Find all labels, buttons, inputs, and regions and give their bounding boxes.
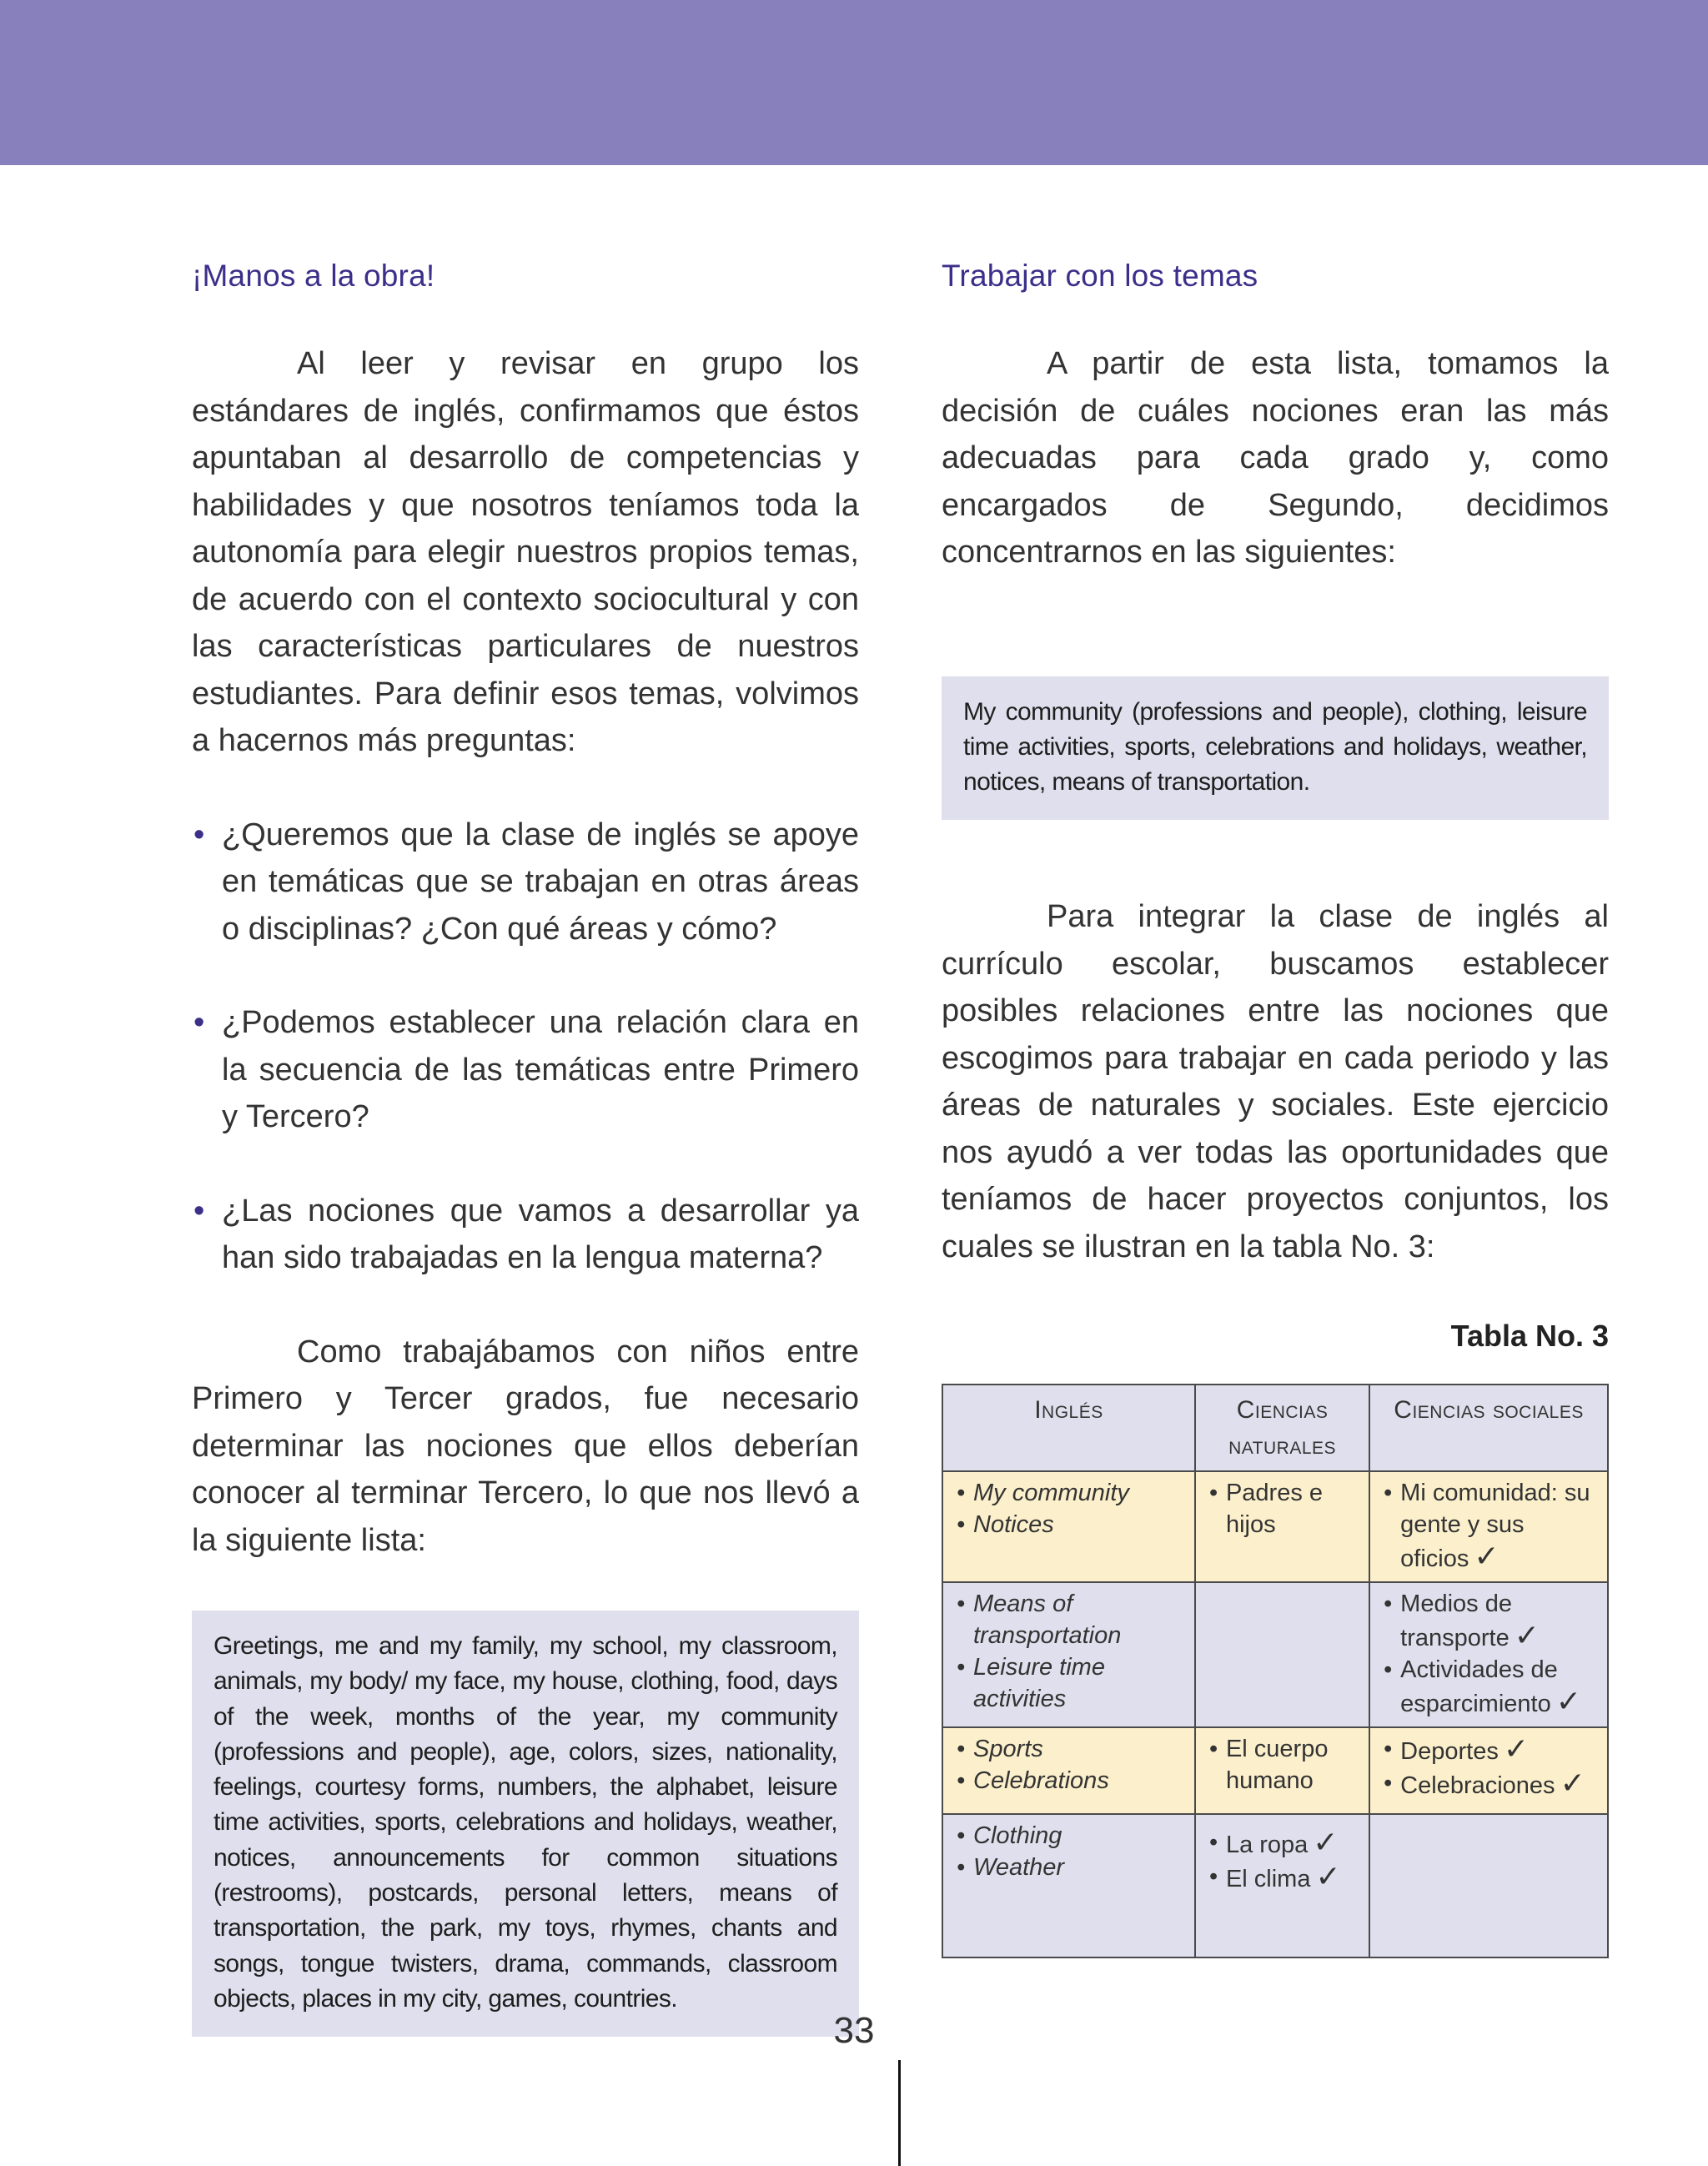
header-naturales: Ciencias naturales [1195,1385,1369,1471]
list-item: • Medios de transporte ✓ [1384,1591,1540,1653]
cell-ingles [942,1727,1195,1814]
list-item: • Means of transportation [957,1591,1122,1650]
right-column [942,259,1609,1958]
cell-ingles [942,1814,1195,1957]
topics-table [942,1384,1609,1958]
table-row [942,1582,1608,1727]
list-item: • Notices [957,1511,1054,1539]
cell-naturales [1195,1814,1369,1957]
check-icon: ✓ [1555,1684,1581,1719]
left-heading: ¡Manos a la obra! [192,259,435,293]
list-item: • Celebrations [957,1767,1109,1795]
check-icon: ✓ [1315,1859,1341,1894]
list-item: • ¿Queremos que la clase de inglés se apoye en temáticas que se trabajan en otras áreas o disciplinas? ¿Con qué áreas y cómo? [192,812,859,953]
list-item: • Clothing [957,1822,1062,1850]
header-ingles: Inglés [942,1385,1195,1471]
list-item: • Mi comunidad: su gente y sus oficios ✓ [1384,1480,1590,1574]
right-heading: Trabajar con los temas [942,259,1258,293]
list-item: • Celebraciones ✓ [1384,1766,1585,1801]
page-number: 33 [833,2010,875,2051]
list-item: • La ropa ✓ [1208,1825,1339,1860]
bullet-icon: • [193,1005,205,1040]
list-item: • Deportes ✓ [1384,1731,1530,1766]
table-row [942,1727,1608,1814]
cell-ingles [942,1582,1195,1727]
table-row [942,1471,1608,1582]
cell-ingles [942,1471,1195,1582]
topic-list-box: Greetings, me and my family, my school, my classroom, animals, my body/ my face, my house, clothing, food, days of the week, months of the year, my community (professions and people), age, colors, sizes, nationality, feelings, courtesy forms, numbers, the alphabet, leisure time activities, sports, celebrations and holidays, weather, notices, announcements for common situations (restrooms), postcards, personal letters, means of transportation, the park, my toys, rhymes, chants and songs, tongue twisters, drama, commands, classroom objects, places in my city, games, countries. [192,1611,859,2037]
bullet-icon: • [193,817,205,852]
list-item: • Weather [957,1854,1065,1882]
check-icon: ✓ [1503,1731,1530,1766]
cell-sociales [1369,1582,1608,1727]
header-sociales: Ciencias sociales [1369,1385,1608,1471]
cell-naturales [1195,1582,1369,1727]
cell-sociales [1369,1727,1608,1814]
list-item: • Actividades de esparcimiento ✓ [1384,1656,1581,1719]
cell-sociales [1369,1471,1608,1582]
cell-naturales [1195,1727,1369,1814]
cell-sociales [1369,1814,1608,1957]
check-icon: ✓ [1474,1539,1500,1574]
list-item: • El clima ✓ [1208,1859,1341,1894]
check-icon: ✓ [1313,1825,1339,1860]
check-icon: ✓ [1514,1618,1540,1653]
header-band [0,0,1708,165]
left-column [192,259,859,2037]
table-title: Tabla No. 3 [1450,1319,1609,1354]
list-item: • El cuerpo humano [1208,1736,1329,1795]
list-item: • My community [957,1480,1129,1507]
right-paragraph-2: Para integrar la clase de inglés al currículo escolar, buscamos establecer posibles relaciones entre las nociones que escogimos para trabajar en cada periodo y las áreas de naturales y sociales. Este ejercicio nos ayudó a ver todas las oportunidades que teníamos de hacer proyectos conjuntos, los cuales se ilustran en la tabla No. 3: [942,899,1609,1264]
cell-naturales [1195,1471,1369,1582]
list-item: • Sports [957,1736,1043,1763]
check-icon: ✓ [1560,1766,1585,1801]
table-row [942,1814,1608,1957]
left-paragraph-1: Al leer y revisar en grupo los estándares de inglés, confirmamos que éstos apuntaban al desarrollo de competencias y habilidades y que nosotros teníamos toda la autonomía para elegir nuestros propios temas, de acuerdo con el contexto sociocultural y con las características particulares de nuestros estudiantes. Para definir esos temas, volvimos a hacernos más preguntas: [192,346,859,758]
table-header-row [942,1385,1608,1471]
page-rule [898,2060,901,2166]
bullet-icon: • [193,1193,205,1229]
list-item: • ¿Podemos establecer una relación clara en la secuencia de las temáticas entre Primero y Tercero? [192,999,859,1141]
list-item: • Leisure time activities [957,1654,1105,1713]
left-paragraph-2: Como trabajábamos con niños entre Primero y Tercer grados, fue necesario determinar las nociones que ellos deberían conocer al terminar Tercero, lo que nos llevó a la siguiente lista: [192,1334,859,1558]
question-list [192,812,859,1282]
list-item: • Padres e hijos [1208,1480,1324,1539]
right-paragraph-1: A partir de esta lista, tomamos la decisión de cuáles nociones eran las más adecuadas para cada grado y, como encargados de Segundo, decidimos concentrarnos en las siguientes: [942,346,1609,570]
list-item: • ¿Las nociones que vamos a desarrollar ya han sido trabajadas en la lengua materna? [192,1188,859,1282]
selected-topics-box: My community (professions and people), clothing, leisure time activities, sports, celebrations and holidays, weather, notices, means of transportation. [942,676,1609,821]
